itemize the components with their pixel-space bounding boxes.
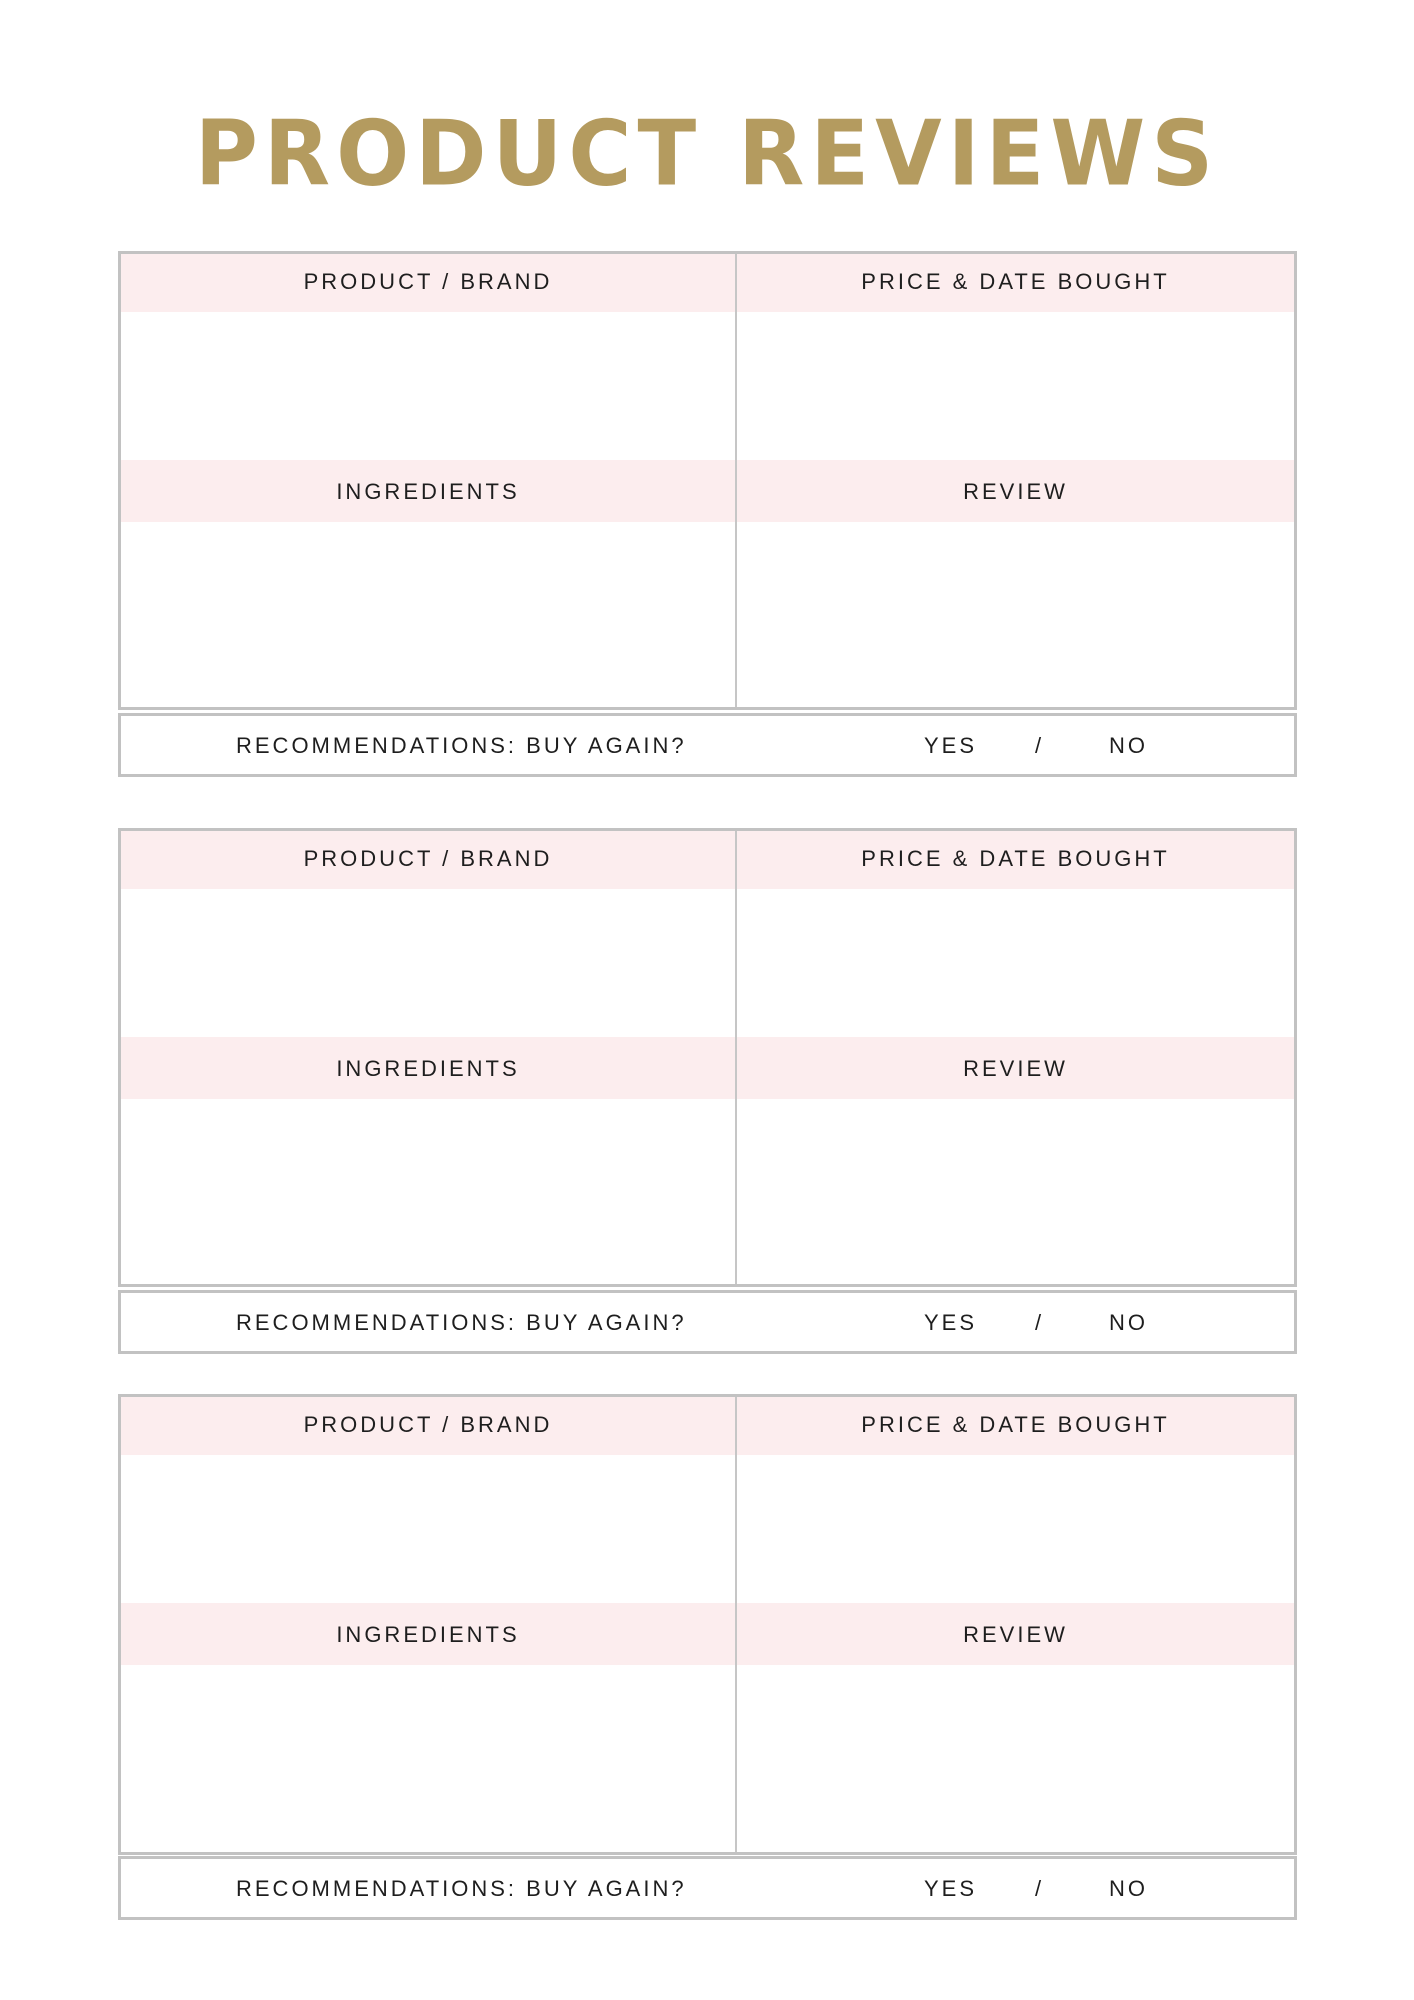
product-brand-label: PRODUCT / BRAND [303, 1412, 553, 1437]
yes-no-separator: / [1035, 1310, 1042, 1335]
page-title: PRODUCT REVIEWS [194, 101, 1220, 207]
ingredients-field[interactable] [121, 1665, 735, 1852]
price-date-label: PRICE & DATE BOUGHT [861, 846, 1170, 871]
price-date-field[interactable] [737, 889, 1294, 1037]
price-date-field[interactable] [737, 1455, 1294, 1603]
yes-option[interactable]: YES [924, 1310, 978, 1335]
recommendation-row [118, 713, 1297, 777]
recommendation-label: RECOMMENDATIONS: BUY AGAIN? [236, 733, 687, 758]
ingredients-field[interactable] [121, 1099, 735, 1284]
review-table [118, 251, 1297, 710]
recommendation-row [118, 1290, 1297, 1354]
ingredients-label: INGREDIENTS [336, 1622, 520, 1647]
yes-option[interactable]: YES [924, 1876, 978, 1901]
review-table [118, 1394, 1297, 1855]
no-option[interactable]: NO [1109, 733, 1148, 758]
review-field[interactable] [737, 1665, 1294, 1852]
ingredients-label: INGREDIENTS [336, 479, 520, 504]
review-label: REVIEW [963, 1622, 1068, 1647]
no-option[interactable]: NO [1109, 1310, 1148, 1335]
recommendation-label: RECOMMENDATIONS: BUY AGAIN? [236, 1876, 687, 1901]
review-label: REVIEW [963, 1056, 1068, 1081]
product-brand-field[interactable] [121, 1455, 735, 1603]
price-date-label: PRICE & DATE BOUGHT [861, 269, 1170, 294]
no-option[interactable]: NO [1109, 1876, 1148, 1901]
price-date-field[interactable] [737, 312, 1294, 460]
product-brand-field[interactable] [121, 889, 735, 1037]
recommendation-label: RECOMMENDATIONS: BUY AGAIN? [236, 1310, 687, 1335]
review-table [118, 828, 1297, 1287]
yes-option[interactable]: YES [924, 733, 978, 758]
product-brand-label: PRODUCT / BRAND [303, 846, 553, 871]
ingredients-field[interactable] [121, 522, 735, 707]
recommendation-row [118, 1856, 1297, 1920]
yes-no-separator: / [1035, 733, 1042, 758]
price-date-label: PRICE & DATE BOUGHT [861, 1412, 1170, 1437]
product-brand-field[interactable] [121, 312, 735, 460]
review-field[interactable] [737, 522, 1294, 707]
product-brand-label: PRODUCT / BRAND [303, 269, 553, 294]
review-field[interactable] [737, 1099, 1294, 1284]
yes-no-separator: / [1035, 1876, 1042, 1901]
review-label: REVIEW [963, 479, 1068, 504]
ingredients-label: INGREDIENTS [336, 1056, 520, 1081]
